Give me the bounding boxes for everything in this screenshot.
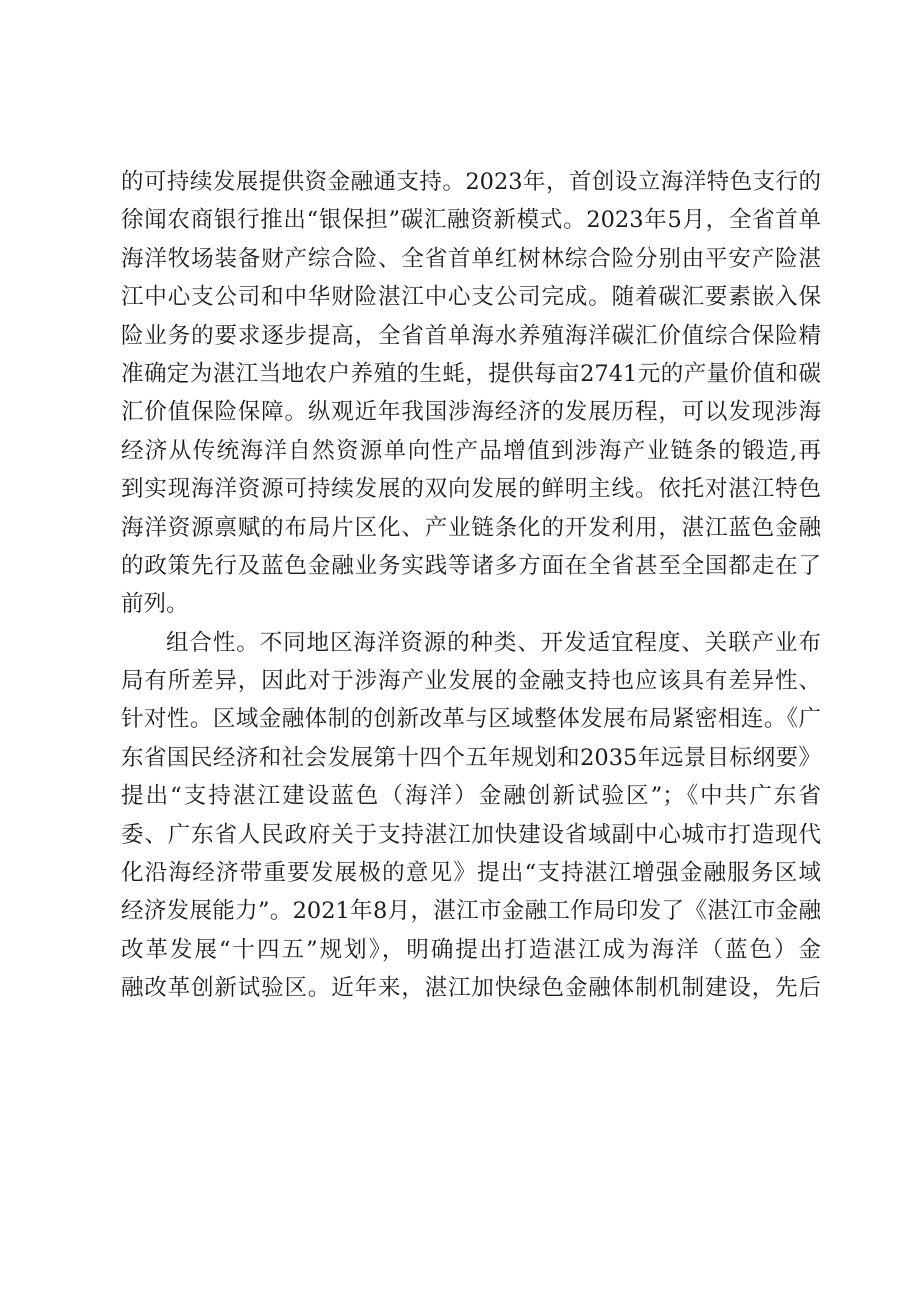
text-line: 的政策先行及蓝色金融业务实践等诸多方面在全省甚至全国都走在了: [121, 552, 821, 579]
text-line: 东省国民经济和社会发展第十四个五年规划和2035年远景目标纲要》: [121, 744, 821, 771]
text-line: 经济发展能力”。2021年8月，湛江市金融工作局印发了《湛江市金融: [121, 898, 821, 925]
text-line: 针对性。区域金融体制的创新改革与区域整体发展布局紧密相连。《广: [121, 706, 821, 733]
text-line: 化沿海经济带重要发展极的意见》提出“支持湛江增强金融服务区域: [121, 860, 821, 887]
text-line: 汇价值保险保障。纵观近年我国涉海经济的发展历程，可以发现涉海: [121, 399, 821, 426]
paragraph: [121, 624, 821, 1008]
text-line: 徐闻农商银行推出“银保担”碳汇融资新模式。2023年5月，全省首单: [121, 207, 821, 234]
body-text: [121, 163, 821, 1008]
text-line: 融改革创新试验区。近年来，湛江加快绿色金融体制机制建设，先后: [121, 975, 821, 1002]
text-line: 到实现海洋资源可持续发展的双向发展的鲜明主线。依托对湛江特色: [121, 476, 821, 503]
text-line: 委、广东省人民政府关于支持湛江加快建设省域副中心城市打造现代: [121, 821, 821, 848]
text-line: 提出“支持湛江建设蓝色（海洋）金融创新试验区”；《中共广东省: [121, 783, 821, 810]
text-line: 海洋牧场装备财产综合险、全省首单红树林综合险分别由平安产险湛: [121, 245, 821, 272]
text-line: 局有所差异，因此对于涉海产业发展的金融支持也应该具有差异性、: [121, 668, 821, 695]
text-line: 前列。: [121, 591, 189, 618]
text-line: 经济从传统海洋自然资源单向性产品增值到涉海产业链条的锻造,再: [121, 437, 821, 464]
paragraph: [121, 163, 821, 624]
text-line: 改革发展“十四五”规划》，明确提出打造湛江成为海洋（蓝色）金: [121, 936, 821, 963]
text-line: 险业务的要求逐步提高，全省首单海水养殖海洋碳汇价值综合保险精: [121, 322, 821, 349]
text-line: 准确定为湛江当地农户养殖的生蚝，提供每亩2741元的产量价值和碳: [121, 360, 821, 387]
text-line: 江中心支公司和中华财险湛江中心支公司完成。随着碳汇要素嵌入保: [121, 284, 821, 311]
text-line: 的可持续发展提供资金融通支持。2023年，首创设立海洋特色支行的: [121, 169, 821, 195]
text-line: 组合性。不同地区海洋资源的种类、开发适宜程度、关联产业布: [166, 629, 821, 656]
text-line: 海洋资源禀赋的布局片区化、产业链条化的开发利用，湛江蓝色金融: [121, 514, 821, 541]
